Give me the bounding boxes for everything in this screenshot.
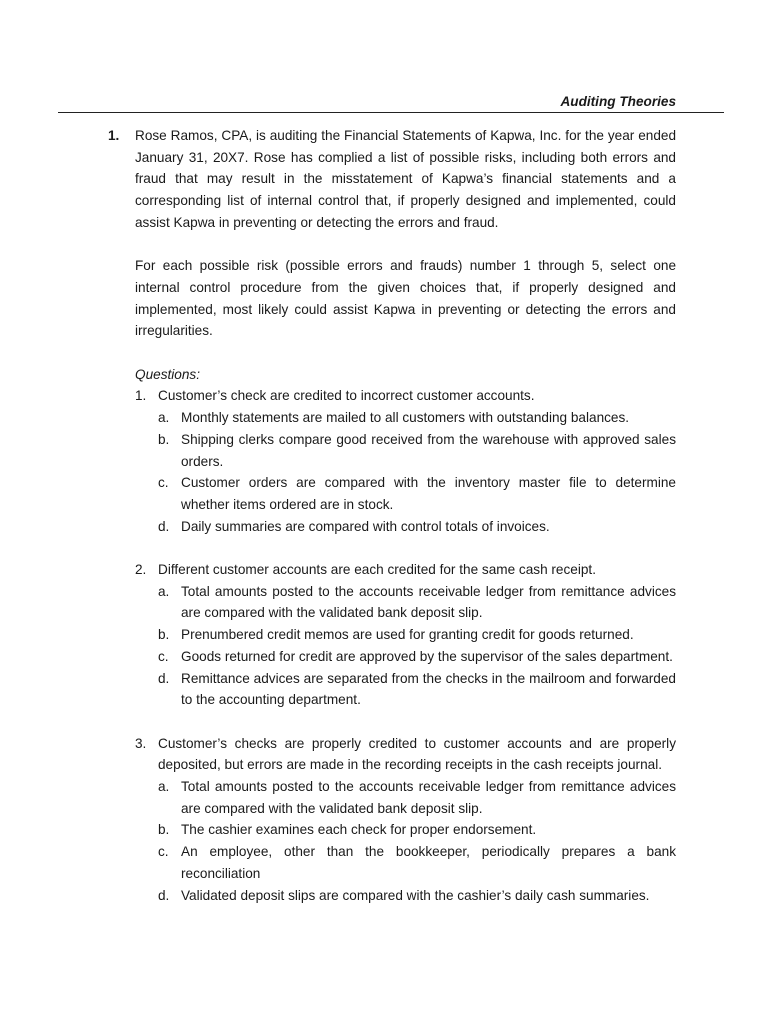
option-letter: c. [158, 648, 169, 664]
option-letter: a. [158, 779, 170, 795]
option [158, 624, 676, 646]
question-block [135, 733, 676, 907]
option-letter: d. [158, 518, 170, 534]
option-text: Validated deposit slips are compared with the cashier’s daily cash summaries. [181, 887, 650, 903]
question [135, 559, 676, 581]
option-text: Total amounts posted to the accounts receivable ledger from remittance advices are compared with the validated bank deposit slip. [181, 583, 676, 621]
question [135, 733, 676, 776]
option-letter: a. [158, 410, 170, 426]
option-text: Goods returned for credit are approved by the supervisor of the sales department. [181, 648, 673, 664]
option [158, 776, 676, 819]
option [158, 472, 676, 515]
option-text: Monthly statements are mailed to all customers with outstanding balances. [181, 410, 630, 426]
intro-paragraph: Rose Ramos, CPA, is auditing the Financial Statements of Kapwa, Inc. for the year ended January 31, 20X7. Rose has complied a list of possible risks, including both errors and fraud that may result in the misstatement of Kapwa’s financial statements and a corresponding list of internal control that, if properly designed and implemented, could assist Kapwa in preventing or detecting the errors and fraud. [135, 128, 676, 230]
option-letter: a. [158, 583, 170, 599]
option-letter: b. [158, 822, 170, 838]
option-letter: c. [158, 844, 169, 860]
option [158, 668, 676, 711]
question-text: Customer’s checks are properly credited to customer accounts and are properly deposited, but errors are made in the recording receipts in the cash receipts journal. [158, 735, 676, 773]
item-body [135, 125, 676, 906]
option-text: Prenumbered credit memos are used for granting credit for goods returned. [181, 627, 634, 643]
option [158, 581, 676, 624]
option [158, 407, 676, 429]
question-text: Customer’s check are credited to incorrect customer accounts. [158, 388, 535, 404]
question-block [135, 559, 676, 711]
option [158, 429, 676, 472]
document-body [108, 125, 678, 906]
option-letter: c. [158, 475, 169, 491]
option-text: Remittance advices are separated from the checks in the mailroom and forwarded to the accounting department. [181, 670, 676, 708]
option-text: An employee, other than the bookkeeper, periodically prepares a bank reconciliation [181, 844, 676, 881]
option [158, 841, 676, 884]
page-header [58, 92, 724, 113]
option-letter: b. [158, 431, 170, 447]
question-number: 2. [135, 562, 147, 578]
option [158, 646, 676, 668]
question [135, 385, 676, 407]
option-text: Daily summaries are compared with control totals of invoices. [181, 518, 550, 534]
option-text: Total amounts posted to the accounts receivable ledger from remittance advices are compared with the validated bank deposit slip. [181, 779, 676, 816]
instruction-paragraph: For each possible risk (possible errors and frauds) number 1 through 5, select one internal control procedure from the given choices that, if properly designed and implemented, most likely could assist Kapwa in preventing or detecting the errors and irregularities. [135, 258, 676, 339]
question-number: 3. [135, 735, 147, 751]
option [158, 516, 676, 538]
question-text: Different customer accounts are each credited for the same cash receipt. [158, 562, 596, 578]
option-letter: b. [158, 627, 170, 643]
question-number: 1. [135, 388, 147, 404]
option-letter: d. [158, 670, 170, 686]
option-text: The cashier examines each check for proper endorsement. [181, 822, 537, 838]
option [158, 885, 676, 907]
questions-heading: Questions: [135, 366, 200, 382]
item-number: 1. [108, 128, 120, 143]
question-block [135, 385, 676, 537]
option [158, 819, 676, 841]
option-text: Customer orders are compared with the inventory master file to determine whether items ordered are in stock. [181, 475, 676, 512]
header-title: Auditing Theories [560, 94, 676, 109]
option-letter: d. [158, 887, 170, 903]
option-text: Shipping clerks compare good received from the warehouse with approved sales orders. [181, 431, 676, 469]
